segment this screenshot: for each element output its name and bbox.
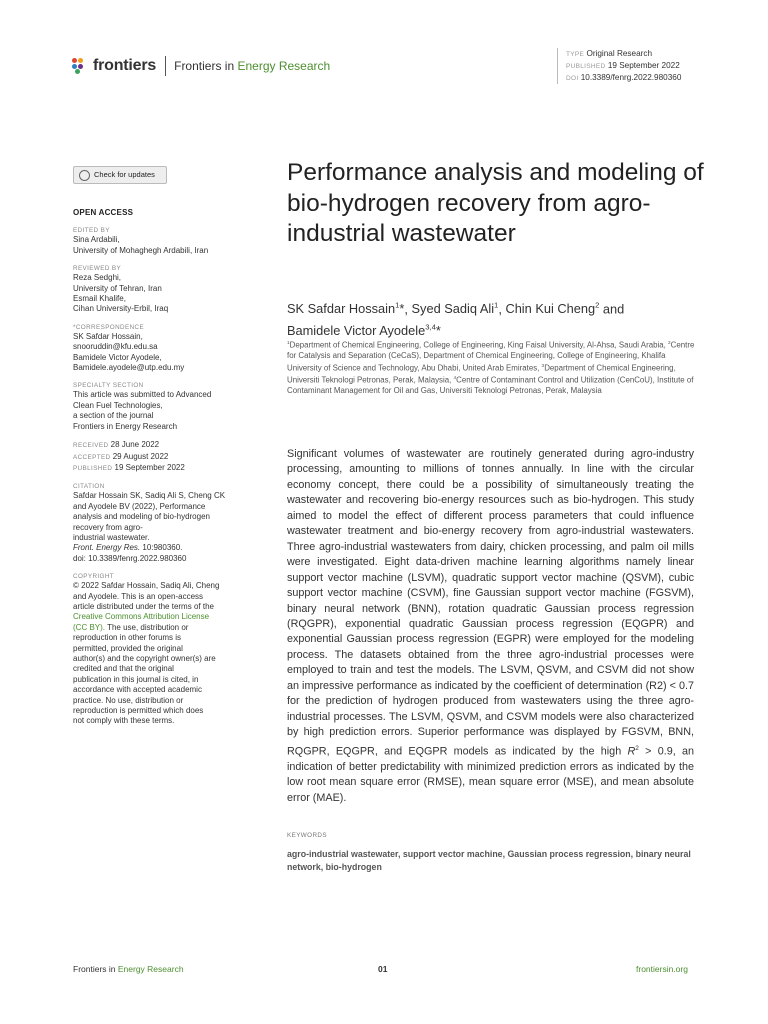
reviewer-affiliation: Cihan University-Erbil, Iraq [73, 304, 169, 314]
specialty-line: Clean Fuel Technologies, [73, 400, 163, 410]
copyright-line: permitted, provided the original [73, 643, 183, 653]
specialty-line: Frontiers in Energy Research [73, 421, 178, 431]
citation-journal: Front. Energy Res. 10:980360. [73, 543, 183, 553]
article-published: PUBLISHED 19 September 2022 [566, 61, 680, 70]
journal-name[interactable]: Frontiers in Energy Research [174, 59, 331, 73]
edited-by-label: EDITED BY [73, 227, 110, 235]
reviewed-by-label: REVIEWED BY [73, 265, 122, 273]
abstract: Significant volumes of wastewater are routinely generated during agro-industry processing, amounting to millions of tonnes annually. In line with the circular economy concept, there could be a possibility of simultaneously treating the wastewater and recovering bio-energy resources such as bio-hydrogen. This study aimed to model the effect of different process parameters that could influence wastewater treatment and bio-energy recovery from agro-industrial wastewaters. Three agro-industrial wastewaters from dairy, chicken processing, and palm oil mills were investigated. Eight data-driven machine learning algorithms namely linear support vector machine (LSVM), quadratic support vector machine (QSVM), cubic support vector machine (CSVM), fine Gaussian support vector machine (FGSVM), binary neural network (BNN), rotation quadratic Gaussian process regression (RQGPR), exponential quadratic Gaussian process regression (EQGPR) and exponential Gaussian process regression (EGPR) were employed for the modeling process. The datasets obtained from the three agro-industrial processes were employed to train and test the models. The LSVM, QSVM, and CSVM did not show an impressive performance as indicated by the coefficient of determination (R2) < 0.7 for the prediction of hydrogen produced from wastewaters using the three agro-industrial processes. The LSVM, QSVM, and CSVM models were also characterized by high prediction errors. Superior performance was displayed by FGSVM, BNN, RQGPR, EQGPR, and EQGPR models as indicated by the high $R^2 > 0.9$, an indication of better predictability with minimized prediction errors as indicated by the low root mean square error (RMSE), mean square error (MSE), and mean absolute error (MAE). [287, 448, 694, 804]
reviewer-affiliation: University of Tehran, Iran [73, 283, 162, 293]
published-date: PUBLISHED 19 September 2022 [73, 462, 185, 472]
editor-affiliation: University of Mohaghegh Ardabili, Iran [73, 245, 209, 255]
reviewer-name: Esmail Khalife, [73, 294, 126, 304]
keywords-label: KEYWORDS [287, 832, 327, 839]
article-doi: DOI 10.3389/fenrg.2022.980360 [566, 73, 682, 82]
affiliations: $^1$Department of Chemical Engineering, College of Engineering, King Faisal University, Al-Ahsa, Saudi Arabia, $^2$Centre for Catalysis and Separation (CeCaS), Department of Chemical Engineering, College of Engineering, Khalifa University of Science and Technology, Abu Dhabi, United Arab Emirates, $^3$Department of Chemical Engineering, Universiti Teknologi Petronas, Perak, Malaysia, $^4$Centre of Contaminant Control and Utilization (CenCoU), Institute of Contaminant Management for Oil and Gas, Universiti Teknologi Petronas, Perak, Malaysia [287, 340, 695, 396]
copyright-line: author(s) and the copyright owner(s) are [73, 654, 216, 663]
copyright-line: and Ayodele. This is an open-access [73, 591, 204, 601]
open-access-label: OPEN ACCESS [73, 208, 134, 217]
sidebar [73, 166, 241, 727]
author[interactable]: SK Safdar Hossain$^1$* [287, 301, 405, 317]
footer-site-link[interactable]: frontiersin.org [636, 964, 688, 974]
affiliation: Centre for Catalysis and Separation (CeCaS), Department of Chemical Engineering, College of Engineering, Khalifa University of Science and Technology, Abu Dhabi, United Arab Emirates, [287, 340, 695, 373]
check-for-updates-button[interactable] [73, 166, 167, 184]
citation-doi[interactable]: doi: 10.3389/fenrg.2022.980360 [73, 553, 187, 563]
citation-line: industrial wastewater. [73, 532, 150, 542]
citation-section [73, 482, 241, 564]
dates-section [73, 440, 241, 474]
copyright-line: accordance with accepted academic [73, 685, 202, 695]
copyright-line: publication in this journal is cited, in [73, 674, 199, 684]
author[interactable]: Chin Kui Cheng$^2$ [505, 301, 600, 317]
license-link[interactable]: Creative Commons Attribution License [73, 612, 210, 622]
copyright-label: COPYRIGHT [73, 573, 115, 581]
footer-journal[interactable]: Frontiers in Energy Research [73, 964, 184, 974]
logo-wordmark: frontiers [93, 57, 157, 74]
citation-line: and Ayodele BV (2022), Performance [73, 501, 206, 511]
specialty-line: This article was submitted to Advanced [73, 390, 212, 400]
reviewed-by-section [73, 264, 241, 315]
citation-line: analysis and modeling of bio-hydrogen [73, 512, 210, 522]
corresponding-email[interactable]: snooruddin@kfu.edu.sa [73, 342, 158, 352]
editor-name: Sina Ardabili, [73, 235, 120, 245]
citation-line: recovery from agro- [73, 522, 143, 532]
corresponding-author: SK Safdar Hossain, [73, 331, 143, 341]
edited-by-section [73, 226, 241, 256]
affiliation: Department of Chemical Engineering, College of Engineering, King Faisal University, Al-Ahsa, Saudi Arabia, [289, 340, 669, 350]
keywords: agro-industrial wastewater, support vector machine, Gaussian process regression, binary neural network, bio-hydrogen [287, 849, 691, 872]
author-list: SK Safdar Hossain$^1$*, Syed Sadiq Ali$^1$, Chin Kui Cheng$^2$ and Bamidele Victor Ayodele$^{3,4}$* [287, 301, 625, 339]
frontiers-logo-icon [72, 58, 88, 74]
specialty-label: SPECIALTY SECTION [73, 382, 144, 390]
corresponding-author: Bamidele Victor Ayodele, [73, 352, 162, 362]
copyright-line: The use, distribution or [105, 622, 189, 632]
author[interactable]: Syed Sadiq Ali$^1$ [411, 301, 499, 317]
license-link[interactable]: (CC BY). [73, 622, 105, 632]
specialty-section [73, 381, 241, 432]
reviewer-name: Reza Sedghi, [73, 273, 122, 283]
copyright-line: article distributed under the terms of the [73, 601, 214, 611]
article-type: TYPE Original Research [566, 49, 652, 58]
citation-line: Safdar Hossain SK, Sadiq Ali S, Cheng CK [73, 491, 226, 501]
author[interactable]: Bamidele Victor Ayodele$^{3,4}$* [287, 322, 441, 339]
copyright-line: practice. No use, distribution or [73, 695, 184, 705]
affiliation: Centre of Contaminant Control and Utilization (CenCoU), Institute of Contaminant Management for Oil and Gas, Universiti Teknologi Petronas, Perak, Malaysia [287, 375, 694, 396]
copyright-line: © 2022 Safdar Hossain, Sadiq Ali, Cheng [73, 581, 220, 591]
page-number: 01 [378, 964, 388, 974]
copyright-line: reproduction in other forums is [73, 633, 182, 643]
accepted-date: ACCEPTED 29 August 2022 [73, 451, 169, 461]
article-meta [557, 48, 681, 84]
header-divider [165, 56, 166, 76]
copyright-line: not comply with these terms. [73, 716, 175, 726]
specialty-line: a section of the journal [73, 411, 154, 421]
received-date: RECEIVED 28 June 2022 [73, 440, 160, 450]
article-title: Performance analysis and modeling of bio-hydrogen recovery from agro-industrial wastewater [287, 159, 704, 247]
update-check-icon [79, 170, 90, 181]
copyright-line: credited and that the original [73, 664, 174, 674]
correspondence-section [73, 323, 241, 374]
copyright-line: reproduction is permitted which does [73, 706, 204, 716]
check-for-updates-label: Check for updates [94, 169, 155, 179]
copyright-section [73, 572, 241, 727]
corresponding-email[interactable]: Bamidele.ayodele@utp.edu.my [73, 363, 185, 373]
affiliation: Department of Chemical Engineering, Universiti Teknologi Petronas, Perak, Malaysia, [287, 363, 676, 385]
citation-label: CITATION [73, 483, 105, 491]
frontiers-logo[interactable] [72, 56, 330, 76]
correspondence-label: *CORRESPONDENCE [73, 323, 145, 331]
